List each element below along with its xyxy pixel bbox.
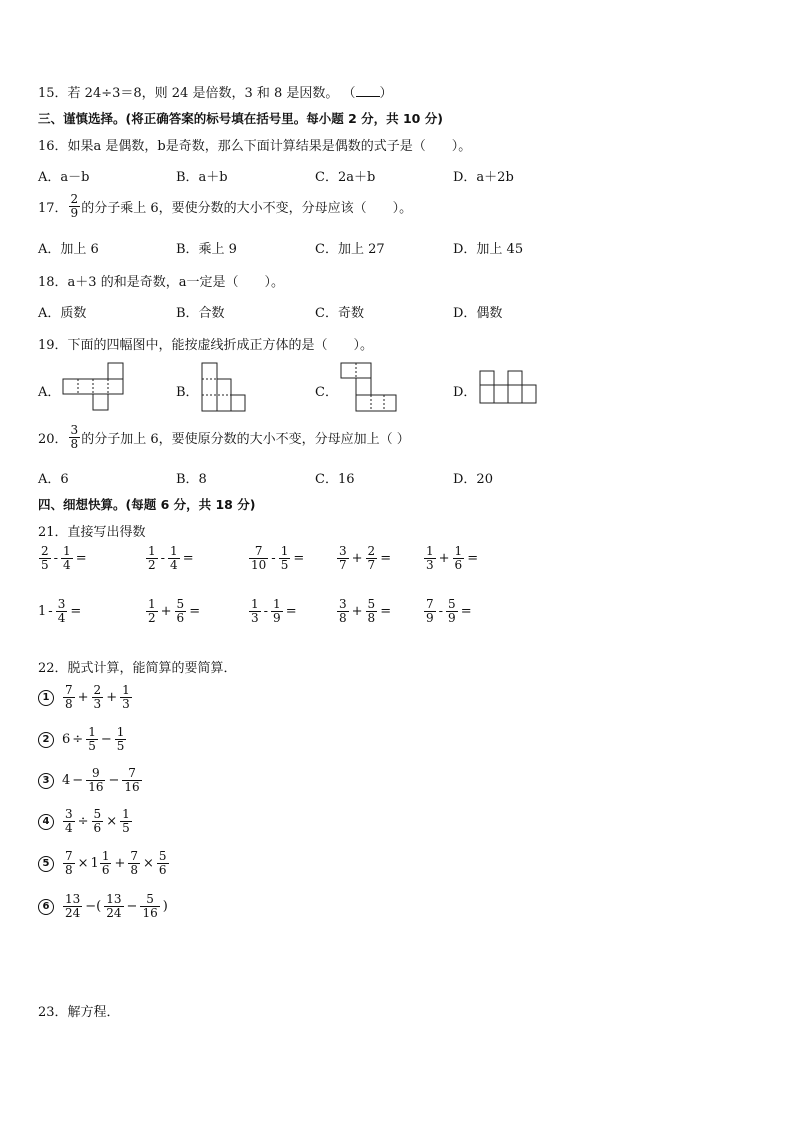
operator: × — [77, 856, 89, 871]
circled-number: 3 — [38, 773, 54, 789]
q19-option-c[interactable]: C． — [315, 385, 338, 400]
fraction: $\frac{1}{5}$ — [116, 725, 125, 753]
operator: −( — [85, 899, 102, 914]
q17-option-d[interactable]: D．加上 45 — [453, 242, 524, 257]
question-15 — [38, 82, 393, 101]
q21-expression — [38, 545, 89, 572]
circled-number: 4 — [38, 814, 54, 830]
equals-sign: = — [467, 551, 479, 566]
fraction: $\frac{1}{9}$ — [273, 597, 281, 625]
answer-blank[interactable] — [356, 84, 380, 97]
operator: × — [106, 814, 118, 829]
fraction: $\frac{13}{24}$ — [65, 892, 81, 920]
q18-option-b[interactable]: B．合数 — [176, 306, 225, 321]
equals-sign: = — [189, 604, 201, 619]
equals-sign: = — [293, 551, 305, 566]
fraction: $\frac{7}{8}$ — [130, 849, 139, 877]
q20-option-b[interactable]: B．8 — [176, 472, 207, 487]
q21-expression — [248, 545, 306, 572]
fraction: $\frac{5}{16}$ — [142, 892, 158, 920]
equals-sign: = — [75, 551, 87, 566]
question-20-stem — [38, 424, 410, 451]
operator: × — [143, 856, 154, 871]
fraction: $\frac{7}{10}$ — [251, 544, 267, 572]
q17-option-a[interactable]: A．加上 6 — [38, 242, 99, 257]
q22-problem-5 — [38, 850, 170, 877]
q22-problem-1 — [38, 684, 133, 711]
q21-expression — [423, 545, 480, 572]
operator: - — [48, 604, 53, 619]
fraction: $\frac{2}{7}$ — [367, 544, 376, 572]
equals-sign: = — [460, 604, 472, 619]
fraction: $\frac{1}{6}$ — [101, 849, 110, 877]
section-3-title: 三、谨慎选择。(将正确答案的标号填在括号里。每小题 2 分，共 10 分) — [38, 111, 443, 126]
operator: - — [271, 551, 276, 566]
fraction: $\frac{1}{3}$ — [251, 597, 259, 625]
operator: − — [108, 773, 120, 788]
fraction: $\frac{1}{5}$ — [280, 544, 289, 572]
q20-text: 的分子加上 6，要使原分数的大小不变，分母应加上（ ） — [81, 432, 410, 447]
operator: + — [114, 856, 126, 871]
operator: - — [160, 551, 166, 566]
question-19-stem: 19．下面的四幅图中，能按虚线折成正方体的是（ ）。 — [38, 338, 374, 353]
fraction: $\frac{7}{8}$ — [65, 849, 73, 877]
fraction: $\frac{2}{5}$ — [41, 544, 49, 572]
q18-option-a[interactable]: A．质数 — [38, 306, 87, 321]
equals-sign: = — [70, 604, 82, 619]
q17-text: 的分子乘上 6，要使分数的大小不变，分母应该（ ）。 — [81, 201, 413, 216]
question-17-stem — [38, 193, 412, 220]
question-23-stem: 23．解方程． — [38, 1005, 120, 1020]
q20-option-a[interactable]: A．6 — [38, 472, 69, 487]
q17-option-c[interactable]: C．加上 27 — [315, 242, 385, 257]
whole-number: 1 — [38, 604, 47, 619]
fraction: $\frac{5}{9}$ — [448, 597, 456, 625]
fraction: $\frac{7}{9}$ — [426, 597, 434, 625]
question-21-stem: 21．直接写出得数 — [38, 525, 146, 540]
question-22-stem: 22．脱式计算，能简算的要简算． — [38, 661, 237, 676]
q19-option-a[interactable]: A． — [38, 385, 61, 400]
q20-fraction: $\frac{3}{8}$ — [70, 423, 79, 451]
fraction: $\frac{1}{5}$ — [122, 807, 130, 835]
fraction: $\frac{2}{3}$ — [93, 683, 102, 711]
operator: ÷ — [77, 814, 89, 829]
fraction: $\frac{1}{4}$ — [170, 544, 178, 572]
q21-expression — [248, 598, 299, 625]
equals-sign: = — [285, 604, 297, 619]
circled-number: 6 — [38, 899, 54, 915]
circled-number: 1 — [38, 690, 54, 706]
operator: ÷ — [72, 732, 84, 747]
q17-number: 17． — [38, 201, 68, 216]
question-18-stem: 18．a＋3 的和是奇数，a一定是（ ）。 — [38, 275, 284, 290]
whole-number: 4 — [62, 773, 71, 788]
operator: − — [72, 773, 84, 788]
fraction: $\frac{1}{3}$ — [122, 683, 130, 711]
q22-problem-3 — [38, 767, 143, 794]
operator: − — [100, 732, 112, 747]
q16-option-d[interactable]: D．a＋2b — [453, 170, 514, 185]
q19-option-d[interactable]: D． — [453, 385, 477, 400]
fraction: $\frac{5}{6}$ — [93, 807, 102, 835]
circled-number: 2 — [38, 732, 54, 748]
fraction: $\frac{7}{16}$ — [124, 766, 140, 794]
question-16-stem: 16．如果a 是偶数，b是奇数，那么下面计算结果是偶数的式子是（ ）。 — [38, 139, 472, 154]
fraction: $\frac{3}{8}$ — [339, 597, 347, 625]
q22-problem-4 — [38, 808, 133, 835]
q15-text: 15．若 24÷3＝8，则 24 是倍数，3 和 8 是因数。 （ — [38, 86, 356, 101]
fraction: $\frac{1}{2}$ — [148, 597, 156, 625]
operator: + — [160, 604, 172, 619]
q16-option-c[interactable]: C．2a＋b — [315, 170, 376, 185]
fraction: $\frac{3}{7}$ — [339, 544, 347, 572]
operator: + — [351, 551, 363, 566]
operator: - — [263, 604, 269, 619]
whole-number: 6 — [62, 732, 71, 747]
q20-number: 20． — [38, 432, 68, 447]
fraction: $\frac{7}{8}$ — [65, 683, 73, 711]
operator: + — [106, 690, 118, 705]
section-4-title: 四、细想快算。(每题 6 分，共 18 分) — [38, 497, 256, 512]
fraction: $\frac{1}{5}$ — [88, 725, 96, 753]
operator: + — [438, 551, 450, 566]
circled-number: 5 — [38, 856, 54, 872]
operator: - — [53, 551, 59, 566]
operator: - — [438, 604, 444, 619]
q19-option-b[interactable]: B． — [176, 385, 199, 400]
q21-expression — [336, 598, 393, 625]
equals-sign: = — [380, 551, 392, 566]
operator: + — [77, 690, 89, 705]
cube-net-b — [201, 362, 247, 412]
q21-expression — [38, 598, 83, 625]
fraction: $\frac{3}{4}$ — [57, 597, 66, 625]
mixed-whole: 1 — [90, 856, 99, 871]
q20-option-d[interactable]: D．20 — [453, 472, 493, 487]
operator: + — [351, 604, 363, 619]
q16-option-b[interactable]: B．a＋b — [176, 170, 228, 185]
fraction: $\frac{9}{16}$ — [88, 766, 104, 794]
q17-fraction: $\frac{2}{9}$ — [70, 192, 79, 220]
q21-expression — [145, 598, 202, 625]
fraction: $\frac{5}{8}$ — [367, 597, 376, 625]
fraction: $\frac{1}{2}$ — [148, 544, 156, 572]
q20-option-c[interactable]: C．16 — [315, 472, 355, 487]
q21-expression — [336, 545, 393, 572]
equals-sign: = — [182, 551, 194, 566]
q21-expression — [423, 598, 474, 625]
q22-problem-2 — [38, 726, 127, 753]
fraction: $\frac{1}{4}$ — [63, 544, 71, 572]
cube-net-c — [340, 362, 398, 412]
fraction: $\frac{5}{6}$ — [158, 849, 167, 877]
q18-option-d[interactable]: D．偶数 — [453, 306, 503, 321]
fraction: $\frac{3}{4}$ — [65, 807, 73, 835]
operator: − — [126, 899, 138, 914]
q17-option-b[interactable]: B．乘上 9 — [176, 242, 237, 257]
q15-close: ） — [379, 86, 393, 101]
operator: ) — [162, 899, 168, 914]
q22-problem-6 — [38, 893, 170, 920]
q16-option-a[interactable]: A．a－b — [38, 170, 90, 185]
q18-option-c[interactable]: C．奇数 — [315, 306, 364, 321]
fraction: $\frac{1}{3}$ — [426, 544, 434, 572]
cube-net-d — [479, 370, 539, 406]
fraction: $\frac{1}{6}$ — [454, 544, 463, 572]
fraction: $\frac{5}{6}$ — [176, 597, 185, 625]
cube-net-a — [62, 362, 126, 412]
equals-sign: = — [380, 604, 392, 619]
q21-expression — [145, 545, 196, 572]
fraction: $\frac{13}{24}$ — [106, 892, 122, 920]
